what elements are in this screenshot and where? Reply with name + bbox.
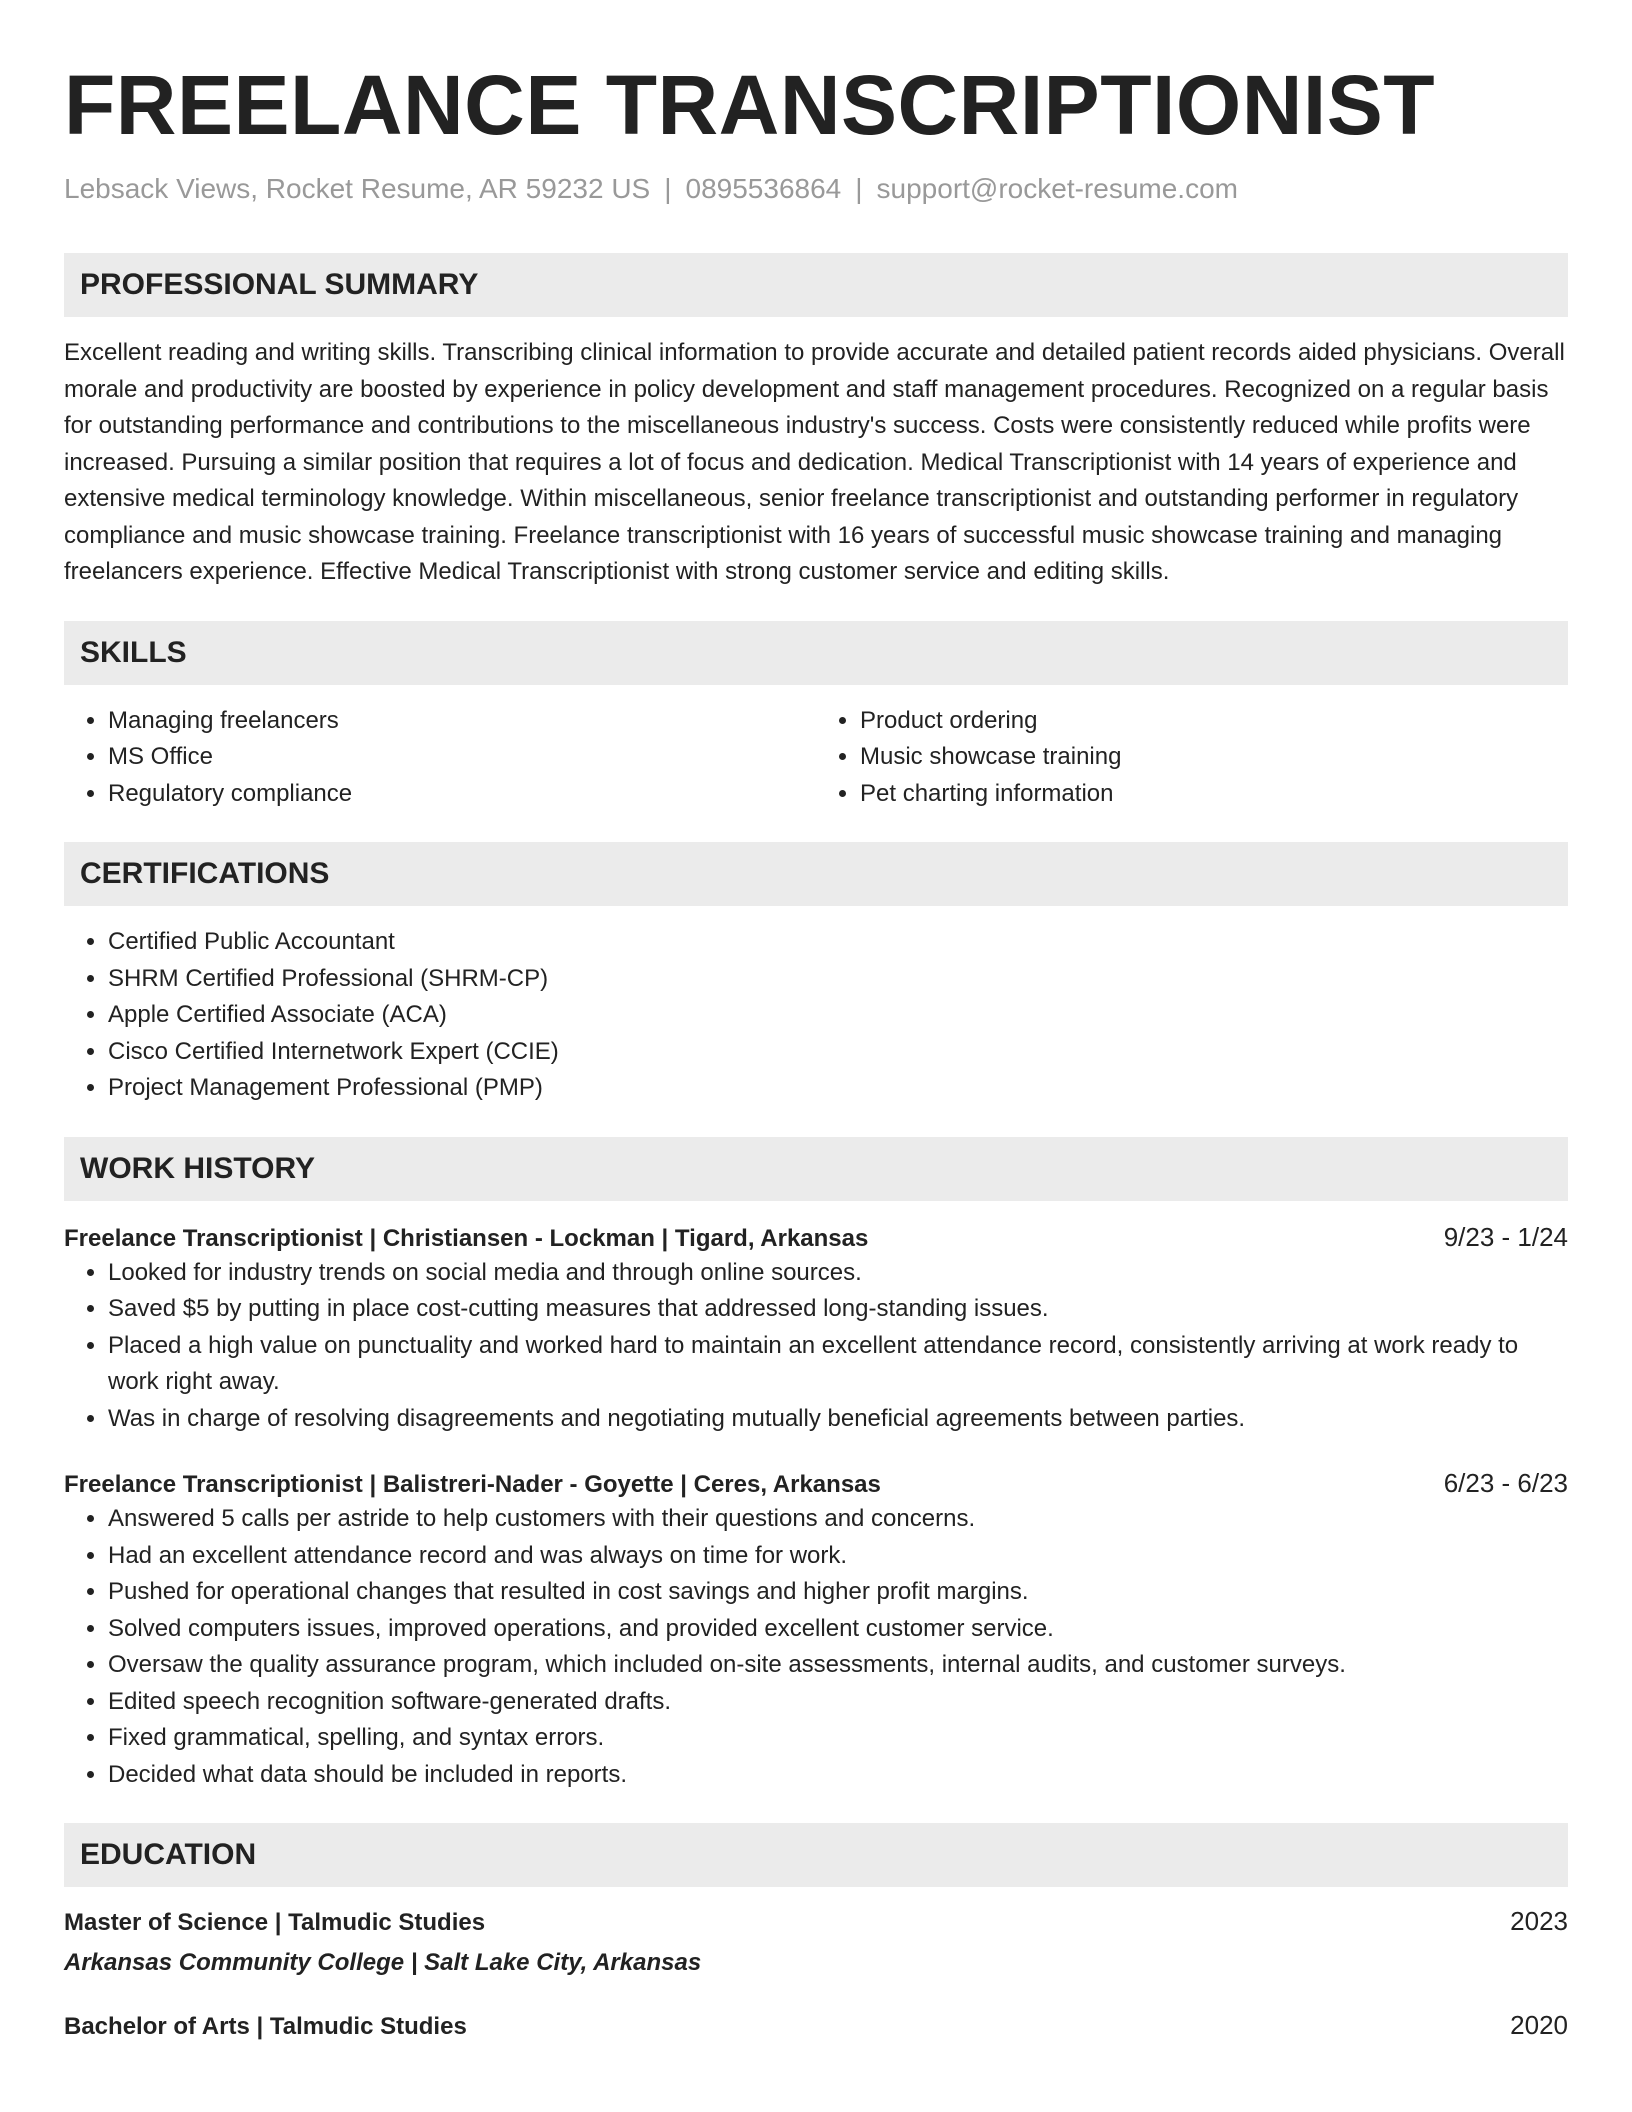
education-heading-row: [64, 1905, 1568, 1939]
contact-address: Lebsack Views, Rocket Resume, AR 59232 US: [64, 173, 651, 204]
job-bullet: • Oversaw the quality assurance program, which included on-site assessments, internal audits, and customer surveys.: [108, 1647, 1568, 1684]
certification-item: • Cisco Certified Internetwork Expert (CCIE): [108, 1034, 1568, 1071]
skill-item: • Product ordering: [860, 703, 1568, 740]
job-bullet: • Fixed grammatical, spelling, and syntax errors.: [108, 1720, 1568, 1757]
job-bullet: • Pushed for operational changes that resulted in cost savings and higher profit margins.: [108, 1574, 1568, 1611]
skill-item: • Music showcase training: [860, 739, 1568, 776]
contact-phone: 0895536864: [685, 173, 842, 204]
education-year: 2020: [1510, 2010, 1568, 2040]
contact-separator: |: [855, 173, 863, 204]
certification-item: • Project Management Professional (PMP): [108, 1070, 1568, 1107]
job-bullet: • Was in charge of resolving disagreements and negotiating mutually beneficial agreements between parties.: [108, 1401, 1568, 1438]
skills-list: [64, 703, 1568, 813]
job-bullet: • Had an excellent attendance record and was always on time for work.: [108, 1538, 1568, 1575]
skill-item: • MS Office: [108, 739, 816, 776]
contact-separator: |: [664, 173, 672, 204]
job-entry: [64, 1467, 1568, 1793]
job-entry: [64, 1221, 1568, 1438]
education-entry: [64, 2009, 1568, 2043]
education-year: 2023: [1510, 1906, 1568, 1936]
education-section-heading: EDUCATION: [64, 1823, 1568, 1887]
summary-text: Excellent reading and writing skills. Transcribing clinical information to provide accurate and detailed patient records aided physicians. Overall morale and productivity are boosted by experience in policy development and staff management procedures. Recognized on a regular basis for outstanding performance and contributions to the miscellaneous industry's success. Costs were consistently reduced while profits were increased. Pursuing a similar position that requires a lot of focus and dedication. Medical Transcriptionist with 14 years of experience and extensive medical terminology knowledge. Within miscellaneous, senior freelance transcriptionist and outstanding performer in regulatory compliance and music showcase training. Freelance transcriptionist with 16 years of successful music showcase training and managing freelancers experience. Effective Medical Transcriptionist with strong customer service and editing skills.: [64, 339, 1565, 585]
job-heading-row: [64, 1221, 1568, 1255]
skill-item: • Regulatory compliance: [108, 776, 816, 813]
job-bullet: • Solved computers issues, improved operations, and provided excellent customer service.: [108, 1611, 1568, 1648]
job-bullet: • Decided what data should be included in reports.: [108, 1757, 1568, 1794]
job-bullet: • Edited speech recognition software-generated drafts.: [108, 1684, 1568, 1721]
certification-item: • SHRM Certified Professional (SHRM-CP): [108, 961, 1568, 998]
skill-item: • Managing freelancers: [108, 703, 816, 740]
job-title: Freelance Transcriptionist | Christiansen - Lockman | Tigard, Arkansas: [64, 1224, 869, 1252]
education-degree: Master of Science | Talmudic Studies: [64, 1909, 486, 1936]
job-bullet: • Saved $5 by putting in place cost-cutting measures that addressed long-standing issues.: [108, 1291, 1568, 1328]
skills-column-left: [64, 703, 816, 813]
education-school: Arkansas Community College | Salt Lake City, Arkansas: [64, 1949, 702, 1976]
resume-title: FREELANCE TRANSCRIPTIONIST: [64, 58, 1436, 152]
job-dates: 9/23 - 1/24: [1443, 1221, 1568, 1252]
summary-section-heading: PROFESSIONAL SUMMARY: [64, 253, 1568, 317]
job-dates: 6/23 - 6/23: [1443, 1468, 1568, 1498]
certification-item: • Certified Public Accountant: [108, 924, 1568, 961]
skills-column-right: [816, 703, 1568, 813]
certifications-list: [64, 924, 1568, 1107]
job-bullets: [64, 1501, 1568, 1793]
education-heading-row: [64, 2009, 1568, 2043]
job-title: Freelance Transcriptionist | Balistreri-Nader - Goyette | Ceres, Arkansas: [64, 1471, 881, 1498]
education-entry: [64, 1905, 1568, 1979]
job-bullet: • Placed a high value on punctuality and worked hard to maintain an excellent attendance record, consistently arriving at work ready to work right away.: [108, 1328, 1568, 1401]
skill-item: • Pet charting information: [860, 776, 1568, 813]
skills-section-heading: SKILLS: [64, 621, 1568, 685]
contact-line: [64, 172, 1568, 206]
job-bullet: • Answered 5 calls per astride to help customers with their questions and concerns.: [108, 1501, 1568, 1538]
contact-email: support@rocket-resume.com: [876, 173, 1238, 204]
job-heading-row: [64, 1467, 1568, 1501]
education-degree: Bachelor of Arts | Talmudic Studies: [64, 2013, 467, 2040]
job-bullets: [64, 1255, 1568, 1438]
certifications-section-heading: CERTIFICATIONS: [64, 842, 1568, 906]
certification-item: • Apple Certified Associate (ACA): [108, 997, 1568, 1034]
work-history-section-heading: WORK HISTORY: [64, 1137, 1568, 1201]
job-bullet: • Looked for industry trends on social media and through online sources.: [108, 1255, 1568, 1292]
